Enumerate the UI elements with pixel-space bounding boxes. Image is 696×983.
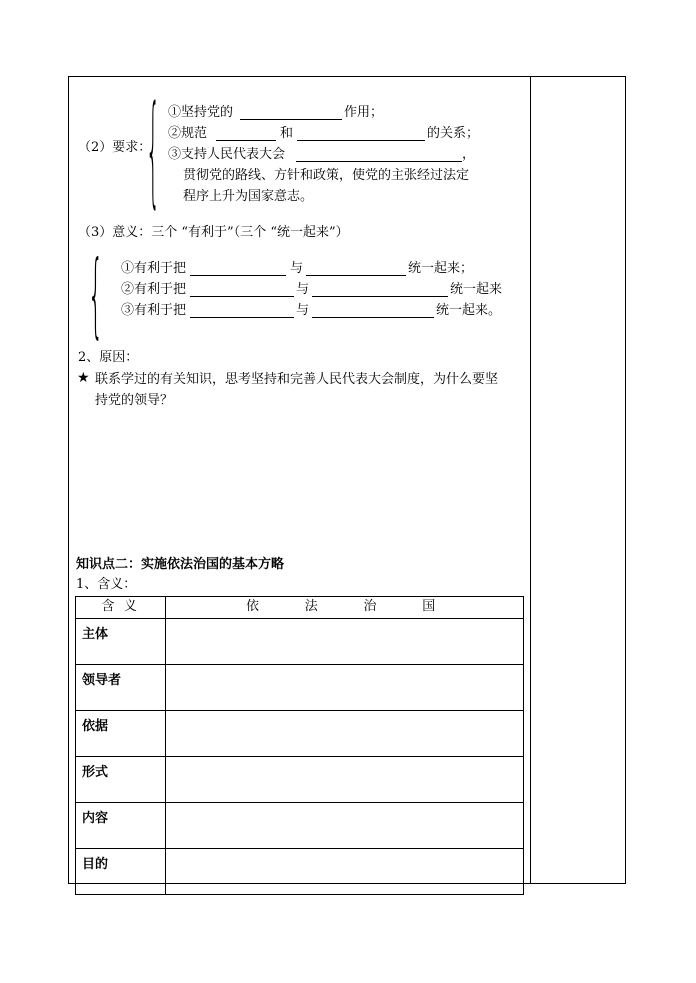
blank-line[interactable] xyxy=(240,119,342,120)
blank-line[interactable] xyxy=(297,140,425,141)
table-row xyxy=(76,619,524,665)
req-continuation-2: 程序上升为国家意志。 xyxy=(183,189,314,204)
sig-item-1-mid: 与 xyxy=(290,261,304,276)
header-cell-key: 含 义 xyxy=(76,597,166,619)
answer-cell[interactable] xyxy=(166,711,524,757)
blank-line[interactable] xyxy=(216,140,276,141)
row-label: 目的 xyxy=(76,849,166,895)
sig-item-2-prefix: ②有利于把 xyxy=(121,282,187,297)
blank-line[interactable] xyxy=(312,317,434,318)
requirements-label: （2）要求： xyxy=(78,140,152,155)
req-item-1-suffix: 作用； xyxy=(344,105,384,120)
right-column-divider xyxy=(530,76,531,884)
table-row xyxy=(76,757,524,803)
row-label: 主体 xyxy=(76,619,166,665)
row-label: 内容 xyxy=(76,803,166,849)
blank-line[interactable] xyxy=(190,296,294,297)
row-label: 依据 xyxy=(76,711,166,757)
left-brace: { xyxy=(146,83,160,221)
sig-item-1-prefix: ①有利于把 xyxy=(121,261,187,276)
answer-cell[interactable] xyxy=(166,757,524,803)
reason-question-line1: 联系学过的有关知识，思考坚持和完善人民代表大会制度，为什么要坚 xyxy=(95,372,499,387)
sig-item-2-suffix: 统一起来 xyxy=(450,282,503,297)
req-item-1-prefix: ①坚持党的 xyxy=(168,105,234,120)
table-row xyxy=(76,711,524,757)
blank-line[interactable] xyxy=(296,161,462,162)
req-item-3-suffix: ， xyxy=(462,147,476,162)
reason-label: 2、原因： xyxy=(78,350,139,365)
sig-item-1-suffix: 统一起来； xyxy=(408,261,474,276)
row-label: 领导者 xyxy=(76,665,166,711)
left-brace: { xyxy=(88,243,104,349)
knowledge-point-2-title: 知识点二：实施依法治国的基本方略 xyxy=(76,557,285,572)
meaning-label: 1、含义： xyxy=(76,577,137,592)
answer-cell[interactable] xyxy=(166,849,524,895)
rule-of-law-table xyxy=(75,596,524,895)
req-item-3-prefix: ③支持人民代表大会 xyxy=(168,147,286,162)
sig-item-3-mid: 与 xyxy=(296,303,310,318)
sig-item-2-mid: 与 xyxy=(296,282,310,297)
table-row xyxy=(76,665,524,711)
req-item-2-mid: 和 xyxy=(280,126,294,141)
reason-question-line2: 持党的领导？ xyxy=(95,393,174,408)
blank-line[interactable] xyxy=(306,275,406,276)
significance-label: （3）意义：三个 “有利于”（三个 “统一起来”） xyxy=(78,225,349,240)
req-item-2-prefix: ②规范 xyxy=(168,126,208,141)
sig-item-3-prefix: ③有利于把 xyxy=(121,303,187,318)
blank-line[interactable] xyxy=(190,275,286,276)
blank-line[interactable] xyxy=(312,296,448,297)
blank-line[interactable] xyxy=(190,317,294,318)
answer-cell[interactable] xyxy=(166,803,524,849)
row-label: 形式 xyxy=(76,757,166,803)
header-cell-value: 依 法 治 国 xyxy=(166,597,524,619)
answer-cell[interactable] xyxy=(166,619,524,665)
table-header-row xyxy=(76,597,524,619)
table-row xyxy=(76,849,524,895)
table-row xyxy=(76,803,524,849)
sig-item-3-suffix: 统一起来。 xyxy=(436,303,502,318)
star-icon: ★ xyxy=(77,370,90,386)
req-continuation-1: 贯彻党的路线、方针和政策，使党的主张经过法定 xyxy=(183,168,470,183)
req-item-2-suffix: 的关系； xyxy=(427,126,480,141)
answer-cell[interactable] xyxy=(166,665,524,711)
